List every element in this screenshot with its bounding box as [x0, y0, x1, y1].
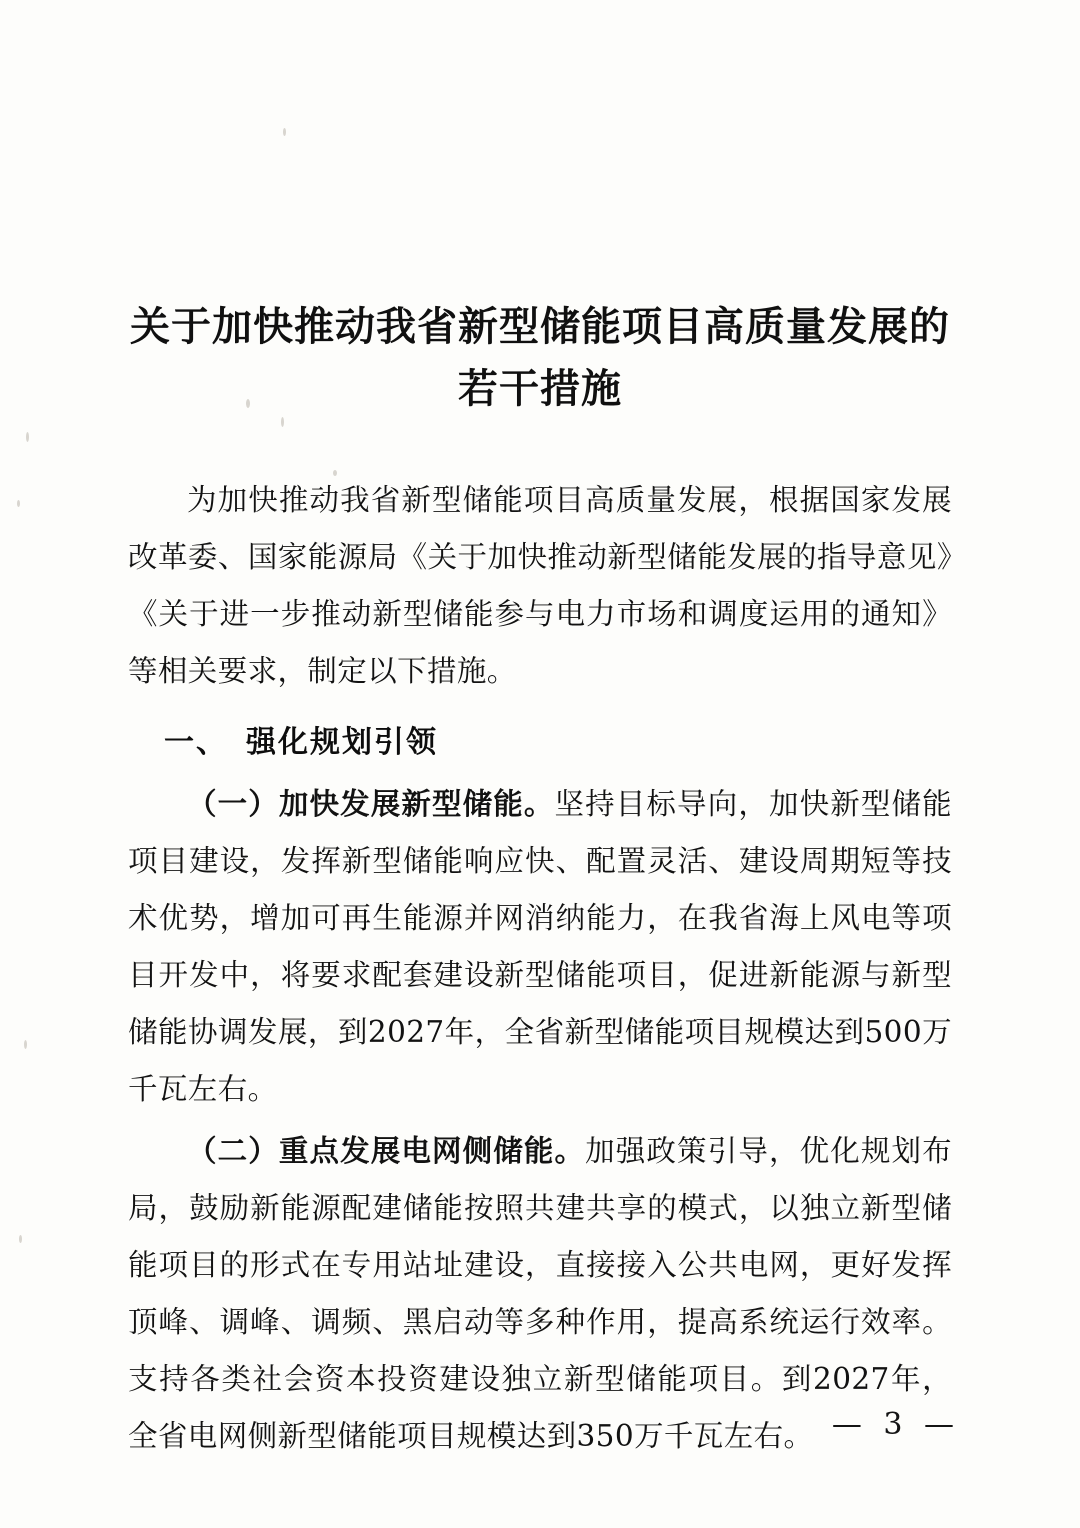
section-heading-1 [128, 714, 952, 771]
document-body [128, 0, 952, 1465]
section-number-1: 一、 [164, 725, 228, 760]
title-line-2: 若干措施 [458, 365, 622, 412]
section-title-1: 强化规划引领 [246, 725, 438, 760]
paragraph-item-1 [128, 775, 952, 1118]
paragraph-text-1: 坚持目标导向，加快新型储能项目建设，发挥新型储能响应快、配置灵活、建设周期短等技术优势，增加可再生能源并网消纳能力，在我省海上风电等项目开发中，将要求配套建设新型储能项目，促进新能源与新型储能协调发展，到2027年，全省新型储能项目规模达到500万千瓦左右。 [128, 787, 952, 1106]
page-title [128, 0, 952, 420]
title-line-1: 关于加快推动我省新型储能项目高质量发展的 [130, 303, 950, 350]
paragraph-lead-2: （二）重点发展电网侧储能。 [187, 1133, 586, 1168]
paragraph-lead-1: （一）加快发展新型储能。 [187, 786, 555, 821]
paragraph-item-2 [128, 1122, 952, 1465]
paragraph-text-2: 加强政策引导，优化规划布局，鼓励新能源配建储能按照共建共享的模式，以独立新型储能项目的形式在专用站址建设，直接接入公共电网，更好发挥顶峰、调峰、调频、黑启动等多种作用，提高系统运行效率。支持各类社会资本投资建设独立新型储能项目。到2027年，全省电网侧新型储能项目规模达到350万千瓦左右。 [128, 1134, 952, 1453]
scan-speck [26, 432, 29, 442]
page-number: — 3 — [831, 1407, 960, 1442]
scan-speck [24, 1040, 27, 1049]
scan-speck [19, 1235, 22, 1243]
scan-speck [17, 500, 20, 507]
intro-paragraph: 为加快推动我省新型储能项目高质量发展，根据国家发展改革委、国家能源局《关于加快推动新型储能发展的指导意见》《关于进一步推动新型储能参与电力市场和调度运用的通知》等相关要求，制定以下措施。 [128, 483, 952, 688]
